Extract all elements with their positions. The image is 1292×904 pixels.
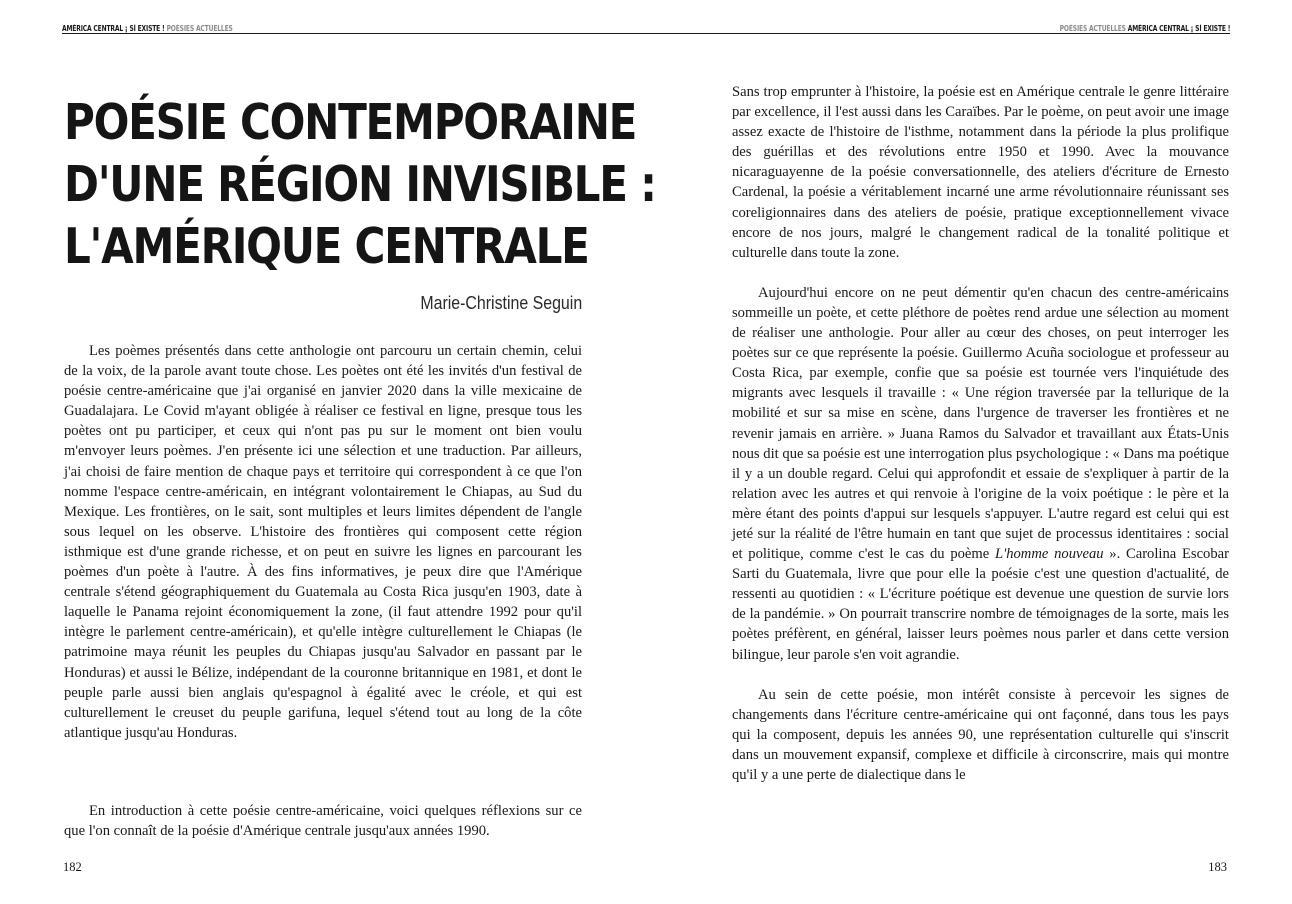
page-number-right: 183 [1208,860,1227,874]
running-head-left-light: POÉSIES ACTUELLES [166,24,233,33]
right-paragraph-1: Sans trop emprunter à l'histoire, la poésie est en Amérique centrale le genre littéraire par excellence, il l'est aussi dans les Caraïbes. Par le poème, on peut avoir une image assez exacte de l'histoire de l'isthme, notamment dans la période la plus prolifique des guérillas et des révolutions entre 1950 et 1990. Avec la mouvance nicaraguayenne de la poésie conversationnelle, des ateliers d'écriture de Ernesto Cardenal, la poésie a véritablement incarné une arme révolutionnaire réunissant ses coreligionnaires dans des ateliers de poésie, pratique exceptionnellement vivace encore de nos jours, malgré le changement radical de la tonalité politique et culturelle dans toute la zone. [732,84,1229,261]
title-line: POÉSIE CONTEMPORAINE [64,94,637,151]
left-page [64,92,656,840]
running-head-left [62,24,233,33]
poem-title-italic: L'homme nouveau [994,546,1104,563]
title-line: L'AMÉRIQUE CENTRALE [64,218,589,275]
article-title [64,92,656,278]
right-paragraph-2-text-end: ». Carolina Escobar Sarti du Guatemala, livre que pour elle la poésie c'est une question d'actualité, de ressenti au quotidien : « L'écriture poétique est devenue une question de survie lors de la pandémie. » On pourrait transcrire nombre de témoignages de la sorte, mais les poètes préfèrent, en général, laisser leurs poèmes nous parler et dans cette version bilingue, leur parole s'en voit agrandie. [732,546,1229,663]
running-head-left-bold: AMÉRICA CENTRAL ¡ SÍ EXISTE ! [62,24,165,33]
right-page [732,82,1229,785]
author-name: Marie-Christine Seguin [420,292,582,313]
right-paragraph-2 [732,283,1229,665]
left-paragraph-2: En introduction à cette poésie centre-américaine, voici quelques réflexions sur ce que l'on connaît de la poésie d'Amérique centrale jusqu'aux années 1990. [64,803,582,840]
running-head-right-bold: AMÉRICA CENTRAL ¡ SÍ EXISTE ! [1127,24,1230,33]
header-rule [62,33,1230,34]
left-paragraph-1: Les poèmes présentés dans cette anthologie ont parcouru un certain chemin, celui de la voix, de la parole avant toute chose. Les poètes ont été les invités d'un festival de poésie centre-américaine que j'ai organisé en janvier 2020 dans la ville mexicaine de Guadalajara. Le Covid m'ayant obligée à réaliser ce festival en ligne, presque tous les poètes ont pu participer, et ceux qui n'ont pas pu sur le moment ont bien voulu m'envoyer leurs poèmes. J'en présente ici une sélection et une traduction. Par ailleurs, j'ai choisi de faire mention de chaque pays et territoire qui correspondent à ce que l'on nomme l'espace centre-américain, en intégrant volontairement le Chiapas, au Sud du Mexique. Les frontières, on le sait, sont multiples et leurs limites dépendent de l'angle sous lequel on les observe. L'histoire des frontières qui composent cette région isthmique est d'une grande richesse, et on peut en suivre les lignes en parcourant les poèmes d'un poète à l'autre. À des fins informatives, je peux dire que l'Amérique centrale s'étend géographiquement du Guatemala au Costa Rica jusqu'en 1903, date à laquelle le Panama rejoint économiquement la zone, (il faut attendre 1992 pour qu'il intègre le parlement centre-américain), et qu'elle intègre culturellement le Chiapas (le patrimoine maya réunit les peuples du Chiapas jusqu'au Salvador en passant par le Honduras) et aussi le Bélize, indépendant de la couronne britannique en 1981, et dont le peuple parle aussi bien anglais qu'espagnol à égalité avec le créole, et qui est culturellement le creuset du peuple garifuna, lequel s'étend tout au long de la côte atlantique jusqu'au Honduras. [64,343,582,741]
title-line: D'UNE RÉGION INVISIBLE : [64,156,656,213]
page-number-left: 182 [63,860,82,874]
right-paragraph-3: Au sein de cette poésie, mon intérêt consiste à percevoir les signes de changements dans l'écriture centre-américaine qui ont façonné, dans tous les pays qui la composent, depuis les années 90, une représentation culturelle qui s'inscrit dans un mouvement expansif, complexe et difficile à circonscrire, mais qui montre qu'il y a une perte de dialectique dans le [732,686,1229,783]
running-head-right [1059,24,1230,33]
running-head-right-light: POÉSIES ACTUELLES [1059,24,1126,33]
right-paragraph-2-text: Aujourd'hui encore on ne peut démentir qu'en chacun des centre-américains sommeille un poète, et cette pléthore de poètes rend ardue une sélection au moment de réaliser une anthologie. Pour aller au cœur des choses, on peut interroger les poètes sur ce que représente la poésie. Guillermo Acuña sociologue et professeur au Costa Rica, par exemple, confie que sa poésie est tournée vers l'inquiétude des migrants avec lesquels il travaille : « Une région traversée par la tellurique de la mobilité et sur sa mise en scène, dans l'urgence de traverser les frontières et ne revenir jamais en arrière. » Juana Ramos du Salvador et travaillant aux États-Unis nous dit que sa poésie est une interrogation plus psychologique : « Dans ma poétique il y a un double regard. Celui qui approfondit et essaie de s'expliquer à partir de la relation avec les autres et qui renvoie à l'origine de la voix poétique : le père et la mère étant des points d'appui sur lesquels s'appuyer. L'autre regard est celui qui est jeté sur la réalité de l'être humain en tant que sujet de processus identitaires : social et politique, comme c'est le cas du poème [732,284,1229,563]
